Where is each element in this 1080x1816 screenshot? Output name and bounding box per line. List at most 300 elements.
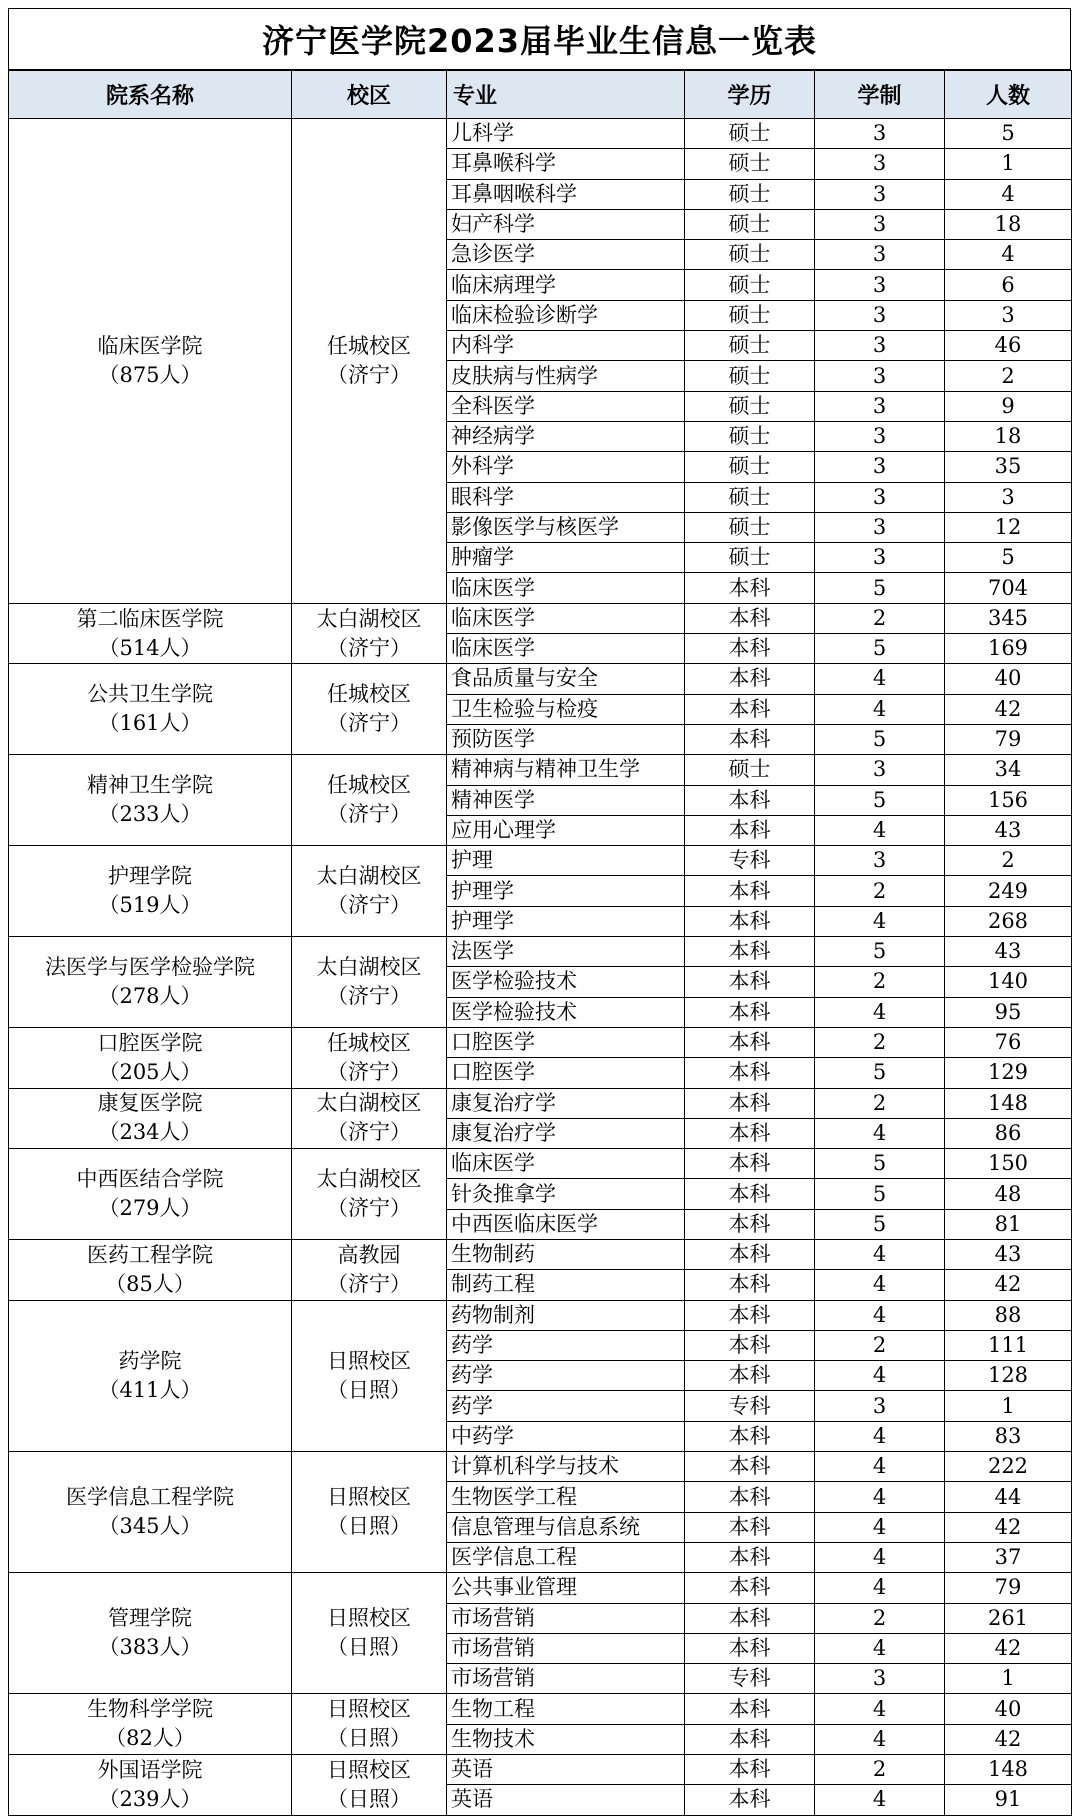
- degree-cell: 本科: [685, 937, 815, 967]
- degree-cell: 硕士: [685, 179, 815, 209]
- college-total: （234人）: [98, 1120, 202, 1145]
- campus-name: 太白湖校区: [316, 1091, 422, 1116]
- years-cell: 4: [815, 906, 945, 936]
- campus-cell: [292, 1088, 447, 1149]
- major-cell: 英语: [447, 1755, 685, 1785]
- years-cell: 4: [815, 815, 945, 845]
- college-name: 公共卫生学院: [87, 682, 213, 707]
- table-row: [9, 1027, 1072, 1057]
- campus-cell: [292, 1573, 447, 1694]
- college-name: 法医学与医学检验学院: [45, 954, 255, 979]
- years-cell: 3: [815, 755, 945, 785]
- degree-cell: 本科: [685, 876, 815, 906]
- major-cell: 妇产科学: [447, 209, 685, 239]
- years-cell: 5: [815, 1058, 945, 1088]
- degree-cell: 硕士: [685, 300, 815, 330]
- major-cell: 耳鼻喉科学: [447, 149, 685, 179]
- years-cell: 2: [815, 1603, 945, 1633]
- header-college: 院系名称: [9, 71, 292, 119]
- degree-cell: 本科: [685, 1421, 815, 1451]
- count-cell: 345: [945, 603, 1072, 633]
- count-cell: 169: [945, 634, 1072, 664]
- count-cell: 42: [945, 694, 1072, 724]
- count-cell: 18: [945, 209, 1072, 239]
- campus-name: 任城校区: [327, 773, 411, 798]
- years-cell: 3: [815, 300, 945, 330]
- count-cell: 42: [945, 1633, 1072, 1663]
- count-cell: 42: [945, 1512, 1072, 1542]
- campus-cell: [292, 1755, 447, 1816]
- major-cell: 临床医学: [447, 1149, 685, 1179]
- campus-city: （济宁）: [327, 1196, 411, 1221]
- campus-name: 太白湖校区: [316, 864, 422, 889]
- years-cell: 3: [815, 331, 945, 361]
- years-cell: 4: [815, 1118, 945, 1148]
- count-cell: 4: [945, 179, 1072, 209]
- college-cell: [9, 1300, 292, 1451]
- campus-city: （济宁）: [327, 362, 411, 387]
- major-cell: 耳鼻咽喉科学: [447, 179, 685, 209]
- years-cell: 3: [815, 179, 945, 209]
- college-cell: [9, 1755, 292, 1816]
- count-cell: 3: [945, 300, 1072, 330]
- years-cell: 2: [815, 1027, 945, 1057]
- count-cell: 268: [945, 906, 1072, 936]
- major-cell: 市场营销: [447, 1633, 685, 1663]
- header-degree: 学历: [685, 71, 815, 119]
- page-title: 济宁医学院2023届毕业生信息一览表: [8, 8, 1071, 70]
- major-cell: 中药学: [447, 1421, 685, 1451]
- campus-cell: [292, 937, 447, 1028]
- graduates-table: [8, 70, 1072, 1816]
- major-cell: 内科学: [447, 331, 685, 361]
- count-cell: 40: [945, 664, 1072, 694]
- years-cell: 3: [815, 209, 945, 239]
- college-total: （345人）: [98, 1514, 202, 1539]
- count-cell: 261: [945, 1603, 1072, 1633]
- years-cell: 4: [815, 1724, 945, 1754]
- major-cell: 药学: [447, 1391, 685, 1421]
- campus-name: 任城校区: [327, 682, 411, 707]
- count-cell: 1: [945, 1391, 1072, 1421]
- major-cell: 肿瘤学: [447, 543, 685, 573]
- count-cell: 42: [945, 1724, 1072, 1754]
- years-cell: 3: [815, 149, 945, 179]
- years-cell: 3: [815, 512, 945, 542]
- degree-cell: 硕士: [685, 209, 815, 239]
- degree-cell: 本科: [685, 1755, 815, 1785]
- count-cell: 18: [945, 421, 1072, 451]
- table-row: [9, 1300, 1072, 1330]
- years-cell: 3: [815, 1664, 945, 1694]
- degree-cell: 本科: [685, 1239, 815, 1269]
- college-name: 医学信息工程学院: [66, 1485, 234, 1510]
- college-cell: [9, 664, 292, 755]
- campus-city: （济宁）: [327, 1271, 411, 1296]
- years-cell: 5: [815, 724, 945, 754]
- degree-cell: 本科: [685, 1694, 815, 1724]
- major-cell: 计算机科学与技术: [447, 1452, 685, 1482]
- degree-cell: 本科: [685, 1300, 815, 1330]
- degree-cell: 本科: [685, 1542, 815, 1572]
- header-major: 专业: [447, 71, 685, 119]
- count-cell: 35: [945, 452, 1072, 482]
- table-row: [9, 1088, 1072, 1118]
- campus-name: 日照校区: [327, 1348, 411, 1373]
- years-cell: 4: [815, 1482, 945, 1512]
- college-total: （82人）: [105, 1726, 195, 1751]
- count-cell: 81: [945, 1209, 1072, 1239]
- degree-cell: 本科: [685, 603, 815, 633]
- major-cell: 市场营销: [447, 1603, 685, 1633]
- college-total: （519人）: [98, 893, 202, 918]
- years-cell: 4: [815, 1573, 945, 1603]
- count-cell: 5: [945, 543, 1072, 573]
- count-cell: 91: [945, 1785, 1072, 1815]
- years-cell: 5: [815, 1149, 945, 1179]
- major-cell: 全科医学: [447, 391, 685, 421]
- count-cell: 43: [945, 937, 1072, 967]
- years-cell: 4: [815, 1694, 945, 1724]
- major-cell: 护理学: [447, 906, 685, 936]
- degree-cell: 本科: [685, 1603, 815, 1633]
- degree-cell: 硕士: [685, 119, 815, 149]
- count-cell: 40: [945, 1694, 1072, 1724]
- count-cell: 704: [945, 573, 1072, 603]
- years-cell: 2: [815, 1088, 945, 1118]
- major-cell: 临床医学: [447, 603, 685, 633]
- years-cell: 4: [815, 1452, 945, 1482]
- major-cell: 生物工程: [447, 1694, 685, 1724]
- college-total: （411人）: [98, 1377, 202, 1402]
- college-total: （279人）: [98, 1196, 202, 1221]
- years-cell: 4: [815, 1512, 945, 1542]
- campus-city: （日照）: [327, 1514, 411, 1539]
- degree-cell: 硕士: [685, 421, 815, 451]
- college-total: （875人）: [98, 362, 202, 387]
- campus-cell: [292, 1694, 447, 1755]
- campus-name: 太白湖校区: [316, 606, 422, 631]
- count-cell: 4: [945, 240, 1072, 270]
- major-cell: 精神医学: [447, 785, 685, 815]
- years-cell: 2: [815, 1330, 945, 1360]
- major-cell: 皮肤病与性病学: [447, 361, 685, 391]
- table-row: [9, 755, 1072, 785]
- major-cell: 生物制药: [447, 1239, 685, 1269]
- college-cell: [9, 1088, 292, 1149]
- college-name: 生物科学学院: [87, 1697, 213, 1722]
- major-cell: 医学检验技术: [447, 967, 685, 997]
- years-cell: 4: [815, 1361, 945, 1391]
- count-cell: 79: [945, 1573, 1072, 1603]
- college-cell: [9, 1239, 292, 1300]
- college-cell: [9, 1149, 292, 1240]
- degree-cell: 本科: [685, 664, 815, 694]
- header-years: 学制: [815, 71, 945, 119]
- campus-name: 任城校区: [327, 1030, 411, 1055]
- campus-name: 太白湖校区: [316, 954, 422, 979]
- campus-cell: [292, 664, 447, 755]
- college-cell: [9, 603, 292, 664]
- degree-cell: 本科: [685, 906, 815, 936]
- college-total: （205人）: [98, 1059, 202, 1084]
- years-cell: 3: [815, 270, 945, 300]
- degree-cell: 本科: [685, 634, 815, 664]
- college-total: （85人）: [105, 1271, 195, 1296]
- header-count: 人数: [945, 71, 1072, 119]
- degree-cell: 专科: [685, 1391, 815, 1421]
- major-cell: 急诊医学: [447, 240, 685, 270]
- degree-cell: 本科: [685, 1270, 815, 1300]
- table-row: [9, 664, 1072, 694]
- major-cell: 生物技术: [447, 1724, 685, 1754]
- major-cell: 药物制剂: [447, 1300, 685, 1330]
- campus-cell: [292, 1149, 447, 1240]
- count-cell: 1: [945, 149, 1072, 179]
- degree-cell: 本科: [685, 1512, 815, 1542]
- campus-city: （济宁）: [327, 802, 411, 827]
- count-cell: 43: [945, 1239, 1072, 1269]
- years-cell: 4: [815, 1633, 945, 1663]
- count-cell: 150: [945, 1149, 1072, 1179]
- major-cell: 市场营销: [447, 1664, 685, 1694]
- count-cell: 140: [945, 967, 1072, 997]
- degree-cell: 硕士: [685, 240, 815, 270]
- years-cell: 5: [815, 1209, 945, 1239]
- years-cell: 5: [815, 573, 945, 603]
- college-name: 医药工程学院: [87, 1242, 213, 1267]
- years-cell: 4: [815, 694, 945, 724]
- campus-city: （日照）: [327, 1786, 411, 1811]
- major-cell: 应用心理学: [447, 815, 685, 845]
- campus-cell: [292, 119, 447, 604]
- years-cell: 3: [815, 482, 945, 512]
- major-cell: 中西医临床医学: [447, 1209, 685, 1239]
- major-cell: 医学信息工程: [447, 1542, 685, 1572]
- count-cell: 9: [945, 391, 1072, 421]
- campus-city: （日照）: [327, 1726, 411, 1751]
- major-cell: 护理: [447, 846, 685, 876]
- campus-cell: [292, 846, 447, 937]
- college-cell: [9, 1027, 292, 1088]
- table-row: [9, 119, 1072, 149]
- years-cell: 5: [815, 634, 945, 664]
- count-cell: 2: [945, 361, 1072, 391]
- count-cell: 95: [945, 997, 1072, 1027]
- count-cell: 1: [945, 1664, 1072, 1694]
- degree-cell: 本科: [685, 785, 815, 815]
- count-cell: 156: [945, 785, 1072, 815]
- years-cell: 4: [815, 1785, 945, 1815]
- years-cell: 3: [815, 543, 945, 573]
- college-name: 护理学院: [108, 864, 192, 889]
- degree-cell: 硕士: [685, 482, 815, 512]
- college-cell: [9, 937, 292, 1028]
- years-cell: 2: [815, 603, 945, 633]
- major-cell: 外科学: [447, 452, 685, 482]
- count-cell: 88: [945, 1300, 1072, 1330]
- campus-name: 日照校区: [327, 1485, 411, 1510]
- years-cell: 2: [815, 967, 945, 997]
- years-cell: 3: [815, 240, 945, 270]
- count-cell: 6: [945, 270, 1072, 300]
- count-cell: 34: [945, 755, 1072, 785]
- degree-cell: 硕士: [685, 755, 815, 785]
- campus-name: 日照校区: [327, 1697, 411, 1722]
- count-cell: 43: [945, 815, 1072, 845]
- years-cell: 5: [815, 937, 945, 967]
- degree-cell: 本科: [685, 1633, 815, 1663]
- degree-cell: 本科: [685, 573, 815, 603]
- table-row: [9, 1755, 1072, 1785]
- major-cell: 儿科学: [447, 119, 685, 149]
- college-total: （161人）: [98, 711, 202, 736]
- major-cell: 口腔医学: [447, 1027, 685, 1057]
- degree-cell: 本科: [685, 1027, 815, 1057]
- degree-cell: 本科: [685, 1058, 815, 1088]
- major-cell: 临床病理学: [447, 270, 685, 300]
- college-name: 临床医学院: [97, 333, 203, 358]
- degree-cell: 硕士: [685, 512, 815, 542]
- years-cell: 2: [815, 1755, 945, 1785]
- years-cell: 4: [815, 1421, 945, 1451]
- count-cell: 42: [945, 1270, 1072, 1300]
- table-row: [9, 1239, 1072, 1269]
- years-cell: 4: [815, 664, 945, 694]
- count-cell: 128: [945, 1361, 1072, 1391]
- major-cell: 神经病学: [447, 421, 685, 451]
- years-cell: 3: [815, 421, 945, 451]
- college-cell: [9, 846, 292, 937]
- years-cell: 3: [815, 361, 945, 391]
- major-cell: 临床医学: [447, 634, 685, 664]
- count-cell: 3: [945, 482, 1072, 512]
- degree-cell: 本科: [685, 1118, 815, 1148]
- years-cell: 4: [815, 1270, 945, 1300]
- campus-city: （济宁）: [327, 635, 411, 660]
- count-cell: 148: [945, 1088, 1072, 1118]
- degree-cell: 硕士: [685, 391, 815, 421]
- college-name: 第二临床医学院: [76, 606, 224, 631]
- degree-cell: 本科: [685, 1179, 815, 1209]
- years-cell: 4: [815, 1239, 945, 1269]
- header-campus: 校区: [292, 71, 447, 119]
- table-row: [9, 1573, 1072, 1603]
- college-cell: [9, 755, 292, 846]
- count-cell: 222: [945, 1452, 1072, 1482]
- degree-cell: 本科: [685, 1209, 815, 1239]
- college-total: （278人）: [98, 983, 202, 1008]
- degree-cell: 专科: [685, 1664, 815, 1694]
- degree-cell: 硕士: [685, 361, 815, 391]
- major-cell: 临床医学: [447, 573, 685, 603]
- major-cell: 信息管理与信息系统: [447, 1512, 685, 1542]
- count-cell: 76: [945, 1027, 1072, 1057]
- college-name: 外国语学院: [97, 1757, 203, 1782]
- degree-cell: 硕士: [685, 270, 815, 300]
- campus-city: （济宁）: [327, 1059, 411, 1084]
- campus-cell: [292, 603, 447, 664]
- campus-city: （济宁）: [327, 983, 411, 1008]
- years-cell: 5: [815, 785, 945, 815]
- college-name: 康复医学院: [97, 1091, 203, 1116]
- count-cell: 249: [945, 876, 1072, 906]
- years-cell: 4: [815, 1300, 945, 1330]
- major-cell: 生物医学工程: [447, 1482, 685, 1512]
- count-cell: 46: [945, 331, 1072, 361]
- years-cell: 3: [815, 452, 945, 482]
- count-cell: 148: [945, 1755, 1072, 1785]
- degree-cell: 硕士: [685, 452, 815, 482]
- college-cell: [9, 1452, 292, 1573]
- header-row: [9, 71, 1072, 119]
- degree-cell: 本科: [685, 967, 815, 997]
- degree-cell: 本科: [685, 1573, 815, 1603]
- degree-cell: 本科: [685, 1452, 815, 1482]
- degree-cell: 本科: [685, 997, 815, 1027]
- degree-cell: 本科: [685, 1088, 815, 1118]
- years-cell: 4: [815, 1542, 945, 1572]
- campus-city: （济宁）: [327, 1120, 411, 1145]
- degree-cell: 本科: [685, 1330, 815, 1360]
- major-cell: 护理学: [447, 876, 685, 906]
- campus-cell: [292, 1027, 447, 1088]
- major-cell: 医学检验技术: [447, 997, 685, 1027]
- degree-cell: 本科: [685, 815, 815, 845]
- major-cell: 精神病与精神卫生学: [447, 755, 685, 785]
- degree-cell: 本科: [685, 1149, 815, 1179]
- count-cell: 37: [945, 1542, 1072, 1572]
- degree-cell: 硕士: [685, 331, 815, 361]
- table-row: [9, 846, 1072, 876]
- campus-city: （日照）: [327, 1377, 411, 1402]
- college-cell: [9, 1573, 292, 1694]
- campus-name: 太白湖校区: [316, 1167, 422, 1192]
- college-name: 药学院: [118, 1348, 182, 1373]
- campus-cell: [292, 755, 447, 846]
- years-cell: 2: [815, 876, 945, 906]
- major-cell: 药学: [447, 1330, 685, 1360]
- degree-cell: 硕士: [685, 149, 815, 179]
- major-cell: 公共事业管理: [447, 1573, 685, 1603]
- years-cell: 3: [815, 391, 945, 421]
- count-cell: 12: [945, 512, 1072, 542]
- major-cell: 临床检验诊断学: [447, 300, 685, 330]
- campus-name: 任城校区: [327, 333, 411, 358]
- years-cell: 4: [815, 997, 945, 1027]
- college-cell: [9, 119, 292, 604]
- major-cell: 康复治疗学: [447, 1088, 685, 1118]
- major-cell: 卫生检验与检疫: [447, 694, 685, 724]
- years-cell: 3: [815, 119, 945, 149]
- table-row: [9, 603, 1072, 633]
- major-cell: 影像医学与核医学: [447, 512, 685, 542]
- major-cell: 口腔医学: [447, 1058, 685, 1088]
- college-cell: [9, 1694, 292, 1755]
- degree-cell: 硕士: [685, 543, 815, 573]
- count-cell: 2: [945, 846, 1072, 876]
- table-body: [9, 119, 1072, 1816]
- degree-cell: 本科: [685, 694, 815, 724]
- major-cell: 康复治疗学: [447, 1118, 685, 1148]
- degree-cell: 本科: [685, 724, 815, 754]
- count-cell: 83: [945, 1421, 1072, 1451]
- college-name: 中西医结合学院: [76, 1167, 224, 1192]
- college-total: （233人）: [98, 802, 202, 827]
- degree-cell: 专科: [685, 846, 815, 876]
- degree-cell: 本科: [685, 1361, 815, 1391]
- major-cell: 针灸推拿学: [447, 1179, 685, 1209]
